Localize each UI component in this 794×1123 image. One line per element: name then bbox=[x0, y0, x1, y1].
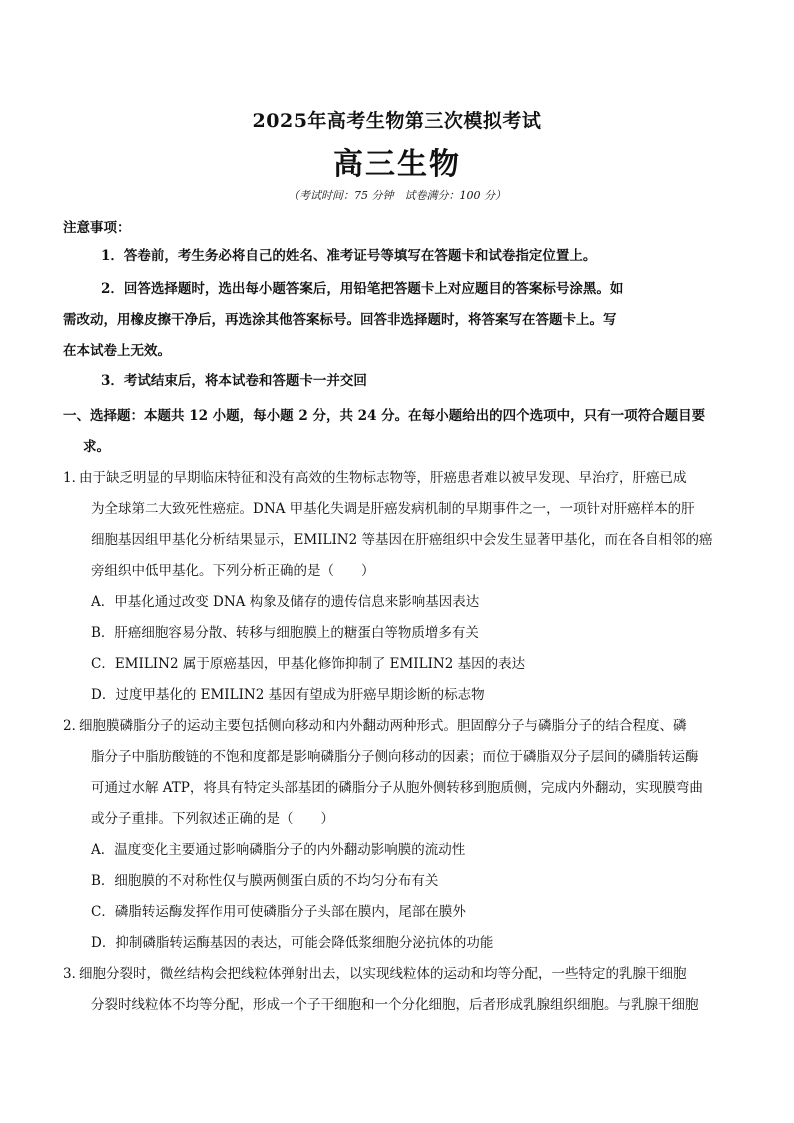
question-2-option-b: B．细胞膜的不对称性仅与膜两侧蛋白质的不均匀分布有关 bbox=[91, 873, 439, 889]
question-1-line-3: 细胞基因组甲基化分析结果显示，EMILIN2 等基因在肝癌组织中会发生显著甲基化，而在各自相邻的癌 bbox=[91, 532, 713, 548]
question-3-number: 3． bbox=[63, 966, 86, 982]
section-heading-line1: 一、选择题：本题共 12 小题，每小题 2 分，共 24 分。在每小题给出的四个选项中，只有一项符合题目要 bbox=[63, 408, 706, 424]
question-2-number: 2． bbox=[63, 718, 86, 734]
question-2-line-4: 或分子重排。下列叙述正确的是（ ） bbox=[91, 811, 334, 827]
notice-item-2-line1: 2．回答选择题时，选出每小题答案后，用铅笔把答题卡上对应题目的答案标号涂黑。如 bbox=[101, 281, 624, 297]
question-3-line-1: 细胞分裂时，微丝结构会把线粒体弹射出去，以实现线粒体的运动和均等分配，一些特定的乳腺干细胞 bbox=[79, 966, 687, 982]
notice-item-2-line3: 在本试卷上无效。 bbox=[63, 343, 171, 359]
question-1-option-c: C．EMILIN2 属于原癌基因，甲基化修饰抑制了 EMILIN2 基因的表达 bbox=[91, 656, 526, 672]
question-2-option-c: C．磷脂转运酶发挥作用可使磷脂分子头部在膜内，尾部在膜外 bbox=[91, 904, 466, 920]
question-2-line-2: 脂分子中脂肪酸链的不饱和度都是影响磷脂分子侧向移动的因素；而位于磷脂双分子层间的磷脂转运酶 bbox=[91, 749, 699, 765]
subject-title: 高三生物 bbox=[333, 147, 461, 182]
section-heading bbox=[63, 401, 733, 463]
question-1-option-a: A．甲基化通过改变 DNA 构象及储存的遗传信息来影响基因表达 bbox=[91, 594, 480, 610]
question-1-number: 1． bbox=[63, 470, 86, 486]
question-1-line-1: 由于缺乏明显的早期临床特征和没有高效的生物标志物等，肝癌患者难以被早发现、早治疗，肝癌已成 bbox=[79, 470, 687, 486]
question-2-option-d: D．抑制磷脂转运酶基因的表达，可能会降低浆细胞分泌抗体的功能 bbox=[91, 935, 494, 951]
notice-heading: 注意事项： bbox=[63, 220, 131, 236]
question-1-line-2: 为全球第二大致死性癌症。DNA 甲基化失调是肝癌发病机制的早期事件之一，一项针对肝癌样本的肝 bbox=[91, 501, 695, 517]
question-3-line-2: 分裂时线粒体不均等分配，形成一个子干细胞和一个分化细胞，后者形成乳腺组织细胞。与乳腺干细胞 bbox=[91, 997, 699, 1013]
question-2-line-1: 细胞膜磷脂分子的运动主要包括侧向移动和内外翻动两种形式。胆固醇分子与磷脂分子的结合程度、磷 bbox=[79, 718, 687, 734]
exam-info: （考试时间：75 分钟 试卷满分：100 分） bbox=[288, 189, 506, 202]
notice-item-2-line2: 需改动，用橡皮擦干净后，再选涂其他答案标号。回答非选择题时，将答案写在答题卡上。写 bbox=[63, 312, 617, 328]
section-heading-line2: 求。 bbox=[83, 439, 110, 455]
question-1-line-4: 旁组织中低甲基化。下列分析正确的是（ ） bbox=[91, 563, 375, 579]
question-2-option-a: A．温度变化主要通过影响磷脂分子的内外翻动影响膜的流动性 bbox=[91, 842, 466, 858]
exam-title: 2025年高考生物第三次模拟考试 bbox=[252, 110, 542, 132]
notice-item-3: 3．考试结束后，将本试卷和答题卡一并交回 bbox=[101, 373, 367, 389]
question-1-option-b: B．肝癌细胞容易分散、转移与细胞膜上的糖蛋白等物质增多有关 bbox=[91, 625, 479, 641]
question-1-option-d: D．过度甲基化的 EMILIN2 基因有望成为肝癌早期诊断的标志物 bbox=[91, 687, 485, 703]
question-2-line-3: 可通过水解 ATP，将具有特定头部基团的磷脂分子从胞外侧转移到胞质侧，完成内外翻动，实现膜弯曲 bbox=[91, 780, 703, 796]
notice-item-1: 1．答卷前，考生务必将自己的姓名、准考证号等填写在答题卡和试卷指定位置上。 bbox=[101, 248, 597, 264]
